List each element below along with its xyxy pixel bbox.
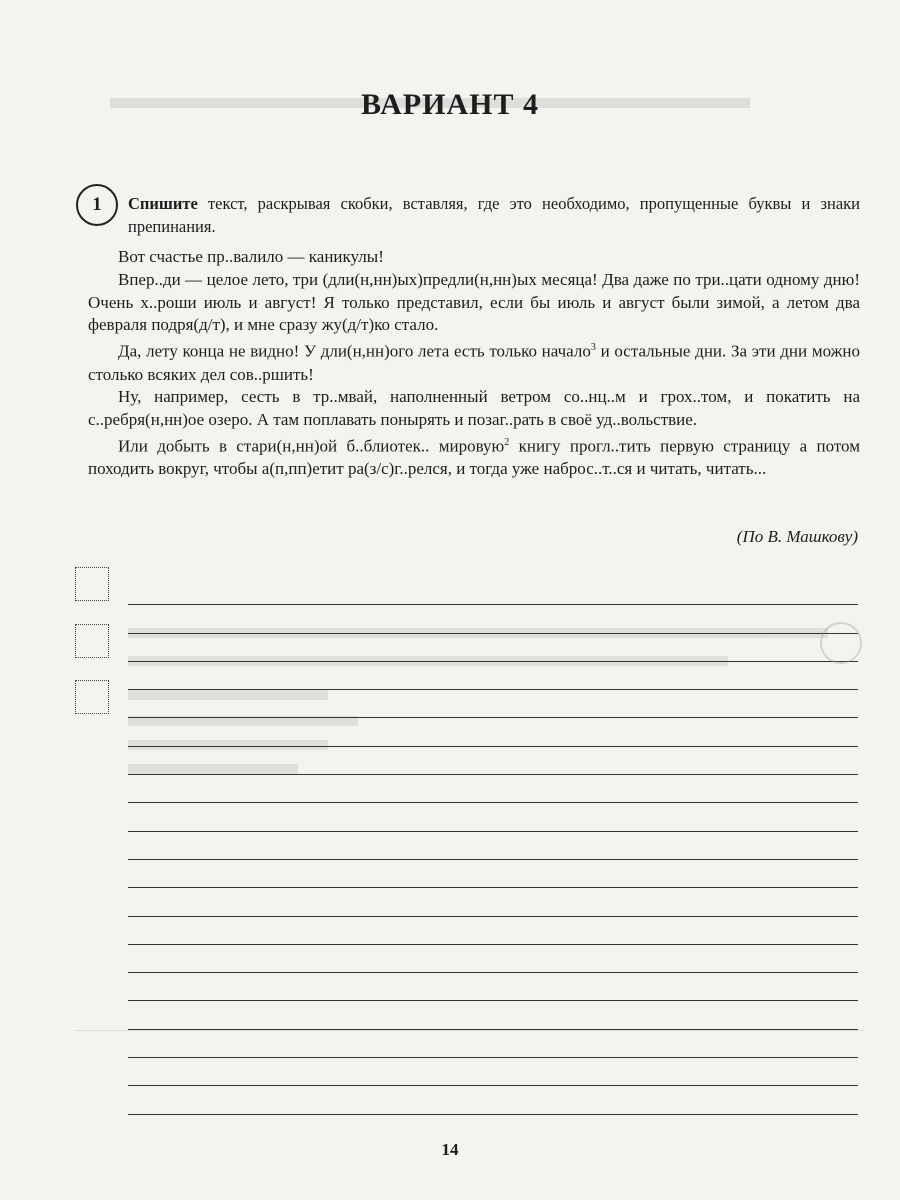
variant-title: ВАРИАНТ 4 bbox=[361, 88, 539, 121]
score-box-2[interactable] bbox=[75, 624, 109, 658]
bleed-through-table bbox=[74, 1030, 864, 1109]
answer-line[interactable] bbox=[128, 973, 858, 1001]
footnote-marker-3: 3 bbox=[590, 342, 596, 354]
paragraph-1: Вот счастье пр..валило — каникулы! bbox=[118, 247, 384, 266]
answer-line[interactable] bbox=[128, 888, 858, 916]
paragraph-5 bbox=[88, 432, 860, 481]
paragraph-3-text-b: и остальные дни. За эти дни можно столько всяких дел сов..ршить! bbox=[88, 341, 860, 384]
task-instruction bbox=[128, 192, 860, 238]
paragraph-2 bbox=[88, 269, 860, 337]
paragraph-4: Ну, например, сесть в тр..мвай, наполненный ветром со..нц..м и грох..том, и покатить на с..ребря(н,нн)ое озеро. А там поплавать понырять и позаг..рать в своё уд..вольствие. bbox=[88, 387, 860, 430]
score-box-3[interactable] bbox=[75, 680, 109, 714]
footnote-marker-2: 2 bbox=[504, 437, 510, 449]
answer-line[interactable] bbox=[128, 775, 858, 803]
answer-line[interactable] bbox=[128, 1001, 858, 1029]
instruction-text: текст, раскрывая скобки, вставляя, где это необходимо, пропущенные буквы и знаки препинания. bbox=[128, 194, 860, 236]
paragraph-2-text: Впер..ди — целое лето, три (дли(н,нн)ых)предли(н,нн)ых месяца! Два даже по три..цати одному дню! Очень х..роши июль и август! Я только представил, если бы июль и август были зимой, а летом два февраля подря(д/т), и мне сразу жу(д/т)ко стало. bbox=[88, 269, 860, 335]
answer-line[interactable] bbox=[128, 832, 858, 860]
text-author: (По В. Машкову) bbox=[736, 527, 858, 546]
paragraph-5-text-a: Или добыть в стари(н,нн)ой б..блиотек.. мировую bbox=[118, 436, 505, 456]
answer-line[interactable] bbox=[128, 917, 858, 945]
answer-line[interactable] bbox=[128, 803, 858, 831]
exercise-text bbox=[88, 246, 860, 481]
answer-line[interactable] bbox=[128, 690, 858, 718]
answer-line[interactable] bbox=[128, 860, 858, 888]
answer-line[interactable] bbox=[128, 577, 858, 605]
answer-line[interactable] bbox=[128, 634, 858, 662]
answer-line[interactable] bbox=[128, 945, 858, 973]
answer-line[interactable] bbox=[128, 605, 858, 633]
paragraph-3 bbox=[88, 337, 860, 386]
task-number-badge: 1 bbox=[76, 184, 118, 226]
answer-line[interactable] bbox=[128, 747, 858, 775]
instruction-keyword: Спишите bbox=[128, 194, 198, 213]
bleed-through-circle bbox=[820, 622, 862, 664]
paragraph-5-text-b: книгу прогл..тить первую страницу а потом походить вокруг, чтобы а(п,пп)етит ра(з/с)г..релся, и тогда уже наброс..т..ся и читать, читать... bbox=[88, 436, 860, 479]
paragraph-3-text-a: Да, лету конца не видно! У дли(н,нн)ого лета есть только начало bbox=[118, 341, 591, 361]
answer-line[interactable] bbox=[128, 718, 858, 746]
score-box-1[interactable] bbox=[75, 567, 109, 601]
answer-line[interactable] bbox=[128, 662, 858, 690]
page-number: 14 bbox=[441, 1140, 459, 1159]
